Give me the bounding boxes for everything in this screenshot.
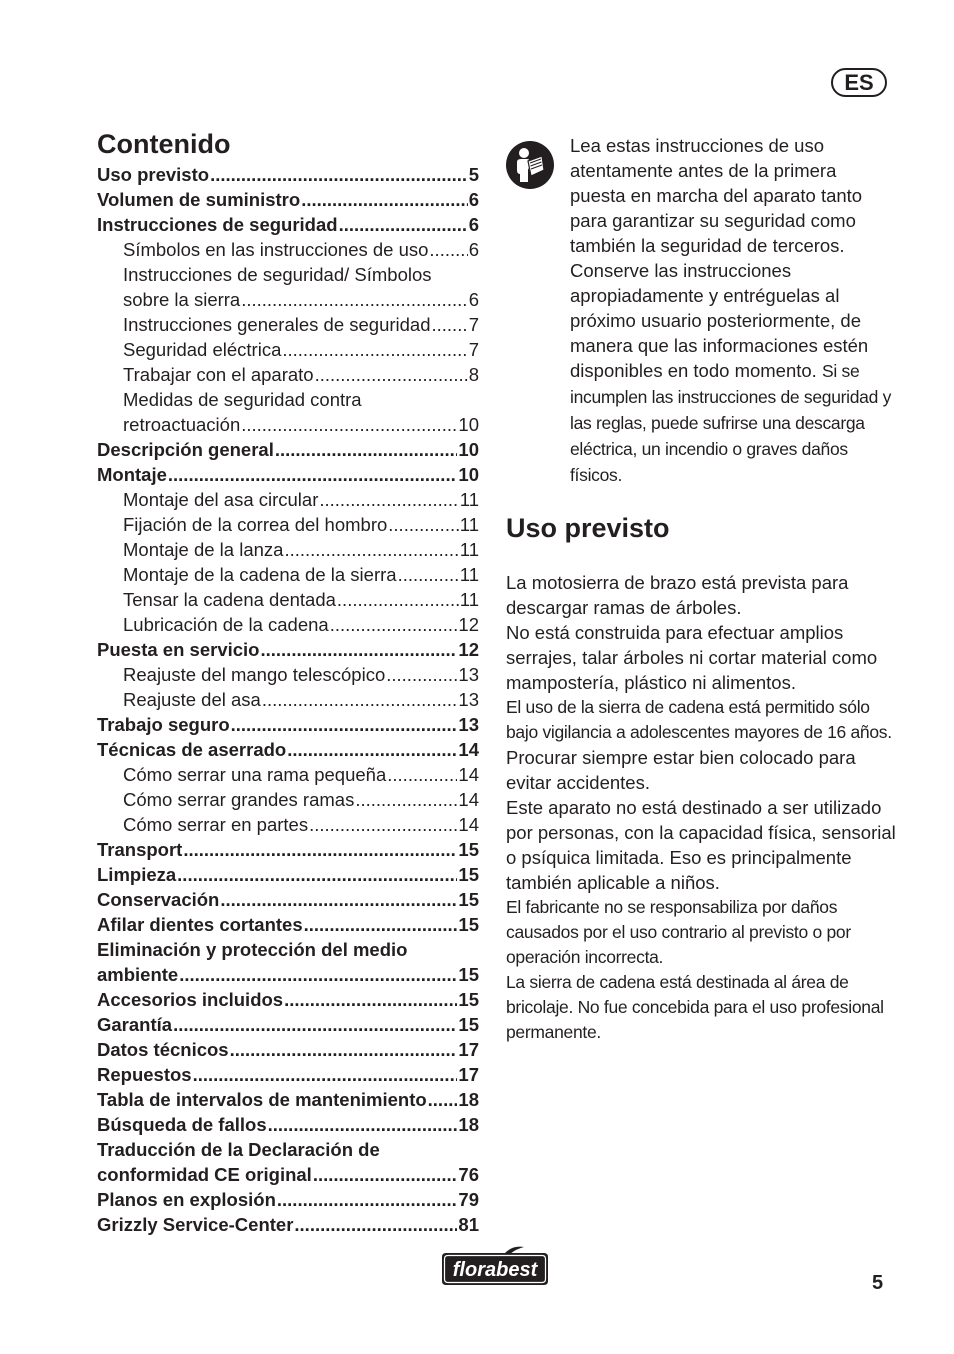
toc-entry <box>97 1162 479 1187</box>
toc-entry-page: 7 <box>468 314 479 335</box>
toc-entry <box>97 212 479 237</box>
toc-leader-dots <box>177 862 457 887</box>
toc-leader-dots <box>432 312 468 337</box>
toc-entry-page: 14 <box>458 739 479 760</box>
toc-leader-dots <box>386 662 457 687</box>
toc-entry-page: 6 <box>468 239 479 260</box>
toc-entry-title: conformidad CE original <box>97 1164 312 1185</box>
toc-entry <box>97 887 479 912</box>
intro-text <box>570 133 896 488</box>
toc-leader-dots <box>339 212 468 237</box>
toc-entry-title: Medidas de seguridad contra <box>123 389 362 410</box>
intro-warning-text: Si se incumplen las instrucciones de seguridad y las reglas, puede sufrirse una descarga eléctrica, un incendio o graves daños físicos. <box>570 361 892 485</box>
toc-entry-title: Búsqueda de fallos <box>97 1114 267 1135</box>
toc-entry-title: Montaje de la lanza <box>123 539 284 560</box>
toc-entry <box>97 737 479 762</box>
toc-entry <box>97 812 479 837</box>
toc-entry-page: 12 <box>458 639 479 660</box>
toc-entry-title: Conservación <box>97 889 220 910</box>
toc-entry-page: 15 <box>458 864 479 885</box>
toc-entry <box>97 237 479 262</box>
toc-entry-title: Trabajar con el aparato <box>123 364 314 385</box>
body-paragraph: El uso de la sierra de cadena está permitido sólo bajo vigilancia a adolescentes mayores de 16 años. <box>506 697 892 742</box>
toc-entry-page: 10 <box>458 414 479 435</box>
toc-leader-dots <box>315 362 468 387</box>
toc-entry <box>97 637 479 662</box>
toc-leader-dots <box>241 287 467 312</box>
toc-entry-title: Uso previsto <box>97 164 210 185</box>
toc-entry-title: Símbolos en las instrucciones de uso <box>123 239 429 260</box>
toc-entry-title: Técnicas de aserrado <box>97 739 287 760</box>
toc-entry-title: Descripción general <box>97 439 274 460</box>
toc-leader-dots <box>260 637 457 662</box>
toc-title: Contenido <box>97 129 231 159</box>
toc-entry <box>97 312 479 337</box>
toc-leader-dots <box>429 237 467 262</box>
toc-entry-title: Datos técnicos <box>97 1039 229 1060</box>
toc-entry-title: Montaje <box>97 464 167 485</box>
toc-entry-page: 10 <box>458 439 479 460</box>
toc-leader-dots <box>309 812 457 837</box>
toc-entry <box>97 462 479 487</box>
toc-entry-page: 81 <box>458 1214 479 1235</box>
toc-entry-title: Limpieza <box>97 864 177 885</box>
toc-entry-page: 12 <box>458 614 479 635</box>
toc-entry-title: Instrucciones de seguridad/ Símbolos <box>123 264 432 285</box>
toc-entry-title: Lubricación de la cadena <box>123 614 329 635</box>
toc-list <box>97 162 479 1237</box>
toc-leader-dots <box>337 587 459 612</box>
toc-entry <box>97 562 479 587</box>
toc-entry-title: Volumen de suministro <box>97 189 301 210</box>
toc-entry <box>97 187 479 212</box>
toc-leader-dots <box>168 462 458 487</box>
toc-entry-page: 10 <box>458 464 479 485</box>
toc-leader-dots <box>319 487 458 512</box>
toc-leader-dots <box>277 1187 458 1212</box>
toc-entry-title: Eliminación y protección del medio <box>97 939 408 960</box>
toc-entry-page: 6 <box>468 289 479 310</box>
section-title-uso-previsto: Uso previsto <box>506 513 670 543</box>
toc-leader-dots <box>301 187 468 212</box>
body-paragraph: Este aparato no está destinado a ser utilizado por personas, con la capacidad física, sensorial o psíquica limitada. Eso es principalmente también aplicable a niños. <box>506 797 896 893</box>
toc-entry <box>97 762 479 787</box>
toc-entry-page: 15 <box>458 1014 479 1035</box>
toc-leader-dots <box>387 762 457 787</box>
toc-entry-page: 76 <box>458 1164 479 1185</box>
body-paragraph: La sierra de cadena está destinada al área de bricolaje. No fue concebida para el uso profesional permanente. <box>506 972 884 1042</box>
toc-leader-dots <box>173 1012 457 1037</box>
toc-entry-title: Repuestos <box>97 1064 192 1085</box>
toc-entry <box>97 662 479 687</box>
toc-entry-title: Cómo serrar en partes <box>123 814 309 835</box>
toc-leader-dots <box>294 1212 457 1237</box>
toc-entry-page: 79 <box>458 1189 479 1210</box>
toc-entry <box>97 912 479 937</box>
toc-entry-title: Garantía <box>97 1014 173 1035</box>
toc-leader-dots <box>262 687 458 712</box>
toc-entry-page: 15 <box>458 914 479 935</box>
body-paragraph: El fabricante no se responsabiliza por daños causados por el uso contrario al previsto o por operación incorrecta. <box>506 897 851 967</box>
toc-entry-title: Planos en explosión <box>97 1189 276 1210</box>
toc-entry-title: Transport <box>97 839 183 860</box>
toc-entry <box>97 287 479 312</box>
page-number: 5 <box>872 1272 884 1294</box>
florabest-logo <box>438 1245 551 1287</box>
toc-entry-page: 5 <box>468 164 479 185</box>
toc-entry <box>97 837 479 862</box>
toc-leader-dots <box>428 1087 458 1112</box>
toc-entry-title: Instrucciones generales de seguridad <box>123 314 431 335</box>
toc-entry-page: 13 <box>458 689 479 710</box>
toc-leader-dots <box>284 537 458 562</box>
logo-text: florabest <box>452 1259 538 1281</box>
toc-entry <box>97 1112 479 1137</box>
toc-entry-title: Reajuste del mango telescópico <box>123 664 386 685</box>
toc-entry-title: Tabla de intervalos de mantenimiento <box>97 1089 427 1110</box>
toc-entry <box>97 512 479 537</box>
toc-leader-dots <box>398 562 459 587</box>
toc-entry-page: 15 <box>458 839 479 860</box>
toc-leader-dots <box>355 787 457 812</box>
toc-entry <box>97 337 479 362</box>
toc-leader-dots <box>313 1162 458 1187</box>
read-manual-icon <box>506 141 554 189</box>
toc-leader-dots <box>179 962 457 987</box>
toc-leader-dots <box>287 737 457 762</box>
toc-entry-title: sobre la sierra <box>123 289 241 310</box>
toc-entry-page: 15 <box>458 889 479 910</box>
toc-entry <box>97 387 479 412</box>
toc-entry-title: Seguridad eléctrica <box>123 339 282 360</box>
body-paragraph: No está construida para efectuar amplios serrajes, talar árboles ni cortar material como mampostería, plástico ni alimentos. <box>506 622 878 693</box>
toc-entry <box>97 612 479 637</box>
toc-leader-dots <box>388 512 459 537</box>
toc-leader-dots <box>330 612 458 637</box>
toc-entry-page: 6 <box>468 189 479 210</box>
toc-leader-dots <box>241 412 457 437</box>
toc-entry-page: 17 <box>458 1064 479 1085</box>
toc-entry <box>97 412 479 437</box>
toc-entry <box>97 937 479 962</box>
toc-entry <box>97 437 479 462</box>
toc-entry-title: Puesta en servicio <box>97 639 260 660</box>
language-badge: ES <box>831 68 887 97</box>
toc-entry <box>97 1087 479 1112</box>
toc-entry-title: Traducción de la Declaración de <box>97 1139 380 1160</box>
toc-entry <box>97 487 479 512</box>
toc-entry-page: 15 <box>458 989 479 1010</box>
toc-entry-page: 11 <box>459 539 479 560</box>
body-paragraph: La motosierra de brazo está prevista para descargar ramas de árboles. <box>506 572 849 618</box>
toc-entry-title: Montaje de la cadena de la sierra <box>123 564 397 585</box>
toc-entry-page: 14 <box>458 789 479 810</box>
toc-entry-page: 11 <box>459 589 479 610</box>
toc-entry <box>97 537 479 562</box>
toc-entry-page: 11 <box>459 489 479 510</box>
toc-entry-page: 15 <box>458 964 479 985</box>
toc-entry <box>97 687 479 712</box>
toc-entry-page: 6 <box>468 214 479 235</box>
body-paragraph: Procurar siempre estar bien colocado para evitar accidentes. <box>506 747 856 793</box>
toc-entry-title: Cómo serrar una rama pequeña <box>123 764 387 785</box>
toc-leader-dots <box>304 912 458 937</box>
toc-entry-title: Accesorios incluidos <box>97 989 284 1010</box>
toc-leader-dots <box>231 712 458 737</box>
table-of-contents <box>97 128 479 1237</box>
toc-entry-page: 13 <box>458 664 479 685</box>
toc-leader-dots <box>230 1037 458 1062</box>
toc-entry-title: Montaje del asa circular <box>123 489 319 510</box>
toc-entry-page: 17 <box>458 1039 479 1060</box>
right-column <box>506 133 896 1045</box>
toc-leader-dots <box>210 162 468 187</box>
toc-entry-title: Tensar la cadena dentada <box>123 589 336 610</box>
toc-leader-dots <box>193 1062 458 1087</box>
toc-entry <box>97 262 479 287</box>
toc-entry-page: 11 <box>459 564 479 585</box>
toc-entry <box>97 587 479 612</box>
toc-entry-title: ambiente <box>97 964 179 985</box>
toc-entry <box>97 987 479 1012</box>
toc-leader-dots <box>275 437 458 462</box>
toc-entry-page: 8 <box>468 364 479 385</box>
toc-entry-page: 14 <box>458 814 479 835</box>
toc-entry <box>97 787 479 812</box>
toc-entry <box>97 712 479 737</box>
toc-entry-title: retroactuación <box>123 414 241 435</box>
toc-entry-title: Fijación de la correa del hombro <box>123 514 388 535</box>
toc-entry <box>97 1012 479 1037</box>
toc-leader-dots <box>268 1112 458 1137</box>
toc-entry-page: 14 <box>458 764 479 785</box>
toc-entry <box>97 1137 479 1162</box>
toc-entry <box>97 1187 479 1212</box>
toc-entry-title: Trabajo seguro <box>97 714 230 735</box>
toc-entry <box>97 1212 479 1237</box>
toc-entry-title: Grizzly Service-Center <box>97 1214 294 1235</box>
uso-previsto-body <box>506 570 896 1045</box>
toc-entry-page: 7 <box>468 339 479 360</box>
toc-entry <box>97 862 479 887</box>
toc-entry-page: 11 <box>459 514 479 535</box>
toc-entry <box>97 1037 479 1062</box>
toc-entry-title: Reajuste del asa <box>123 689 261 710</box>
toc-entry-page: 13 <box>458 714 479 735</box>
toc-entry <box>97 162 479 187</box>
toc-entry <box>97 1062 479 1087</box>
toc-leader-dots <box>284 987 457 1012</box>
toc-entry <box>97 962 479 987</box>
toc-entry <box>97 362 479 387</box>
toc-entry-title: Afilar dientes cortantes <box>97 914 303 935</box>
toc-entry-title: Cómo serrar grandes ramas <box>123 789 355 810</box>
toc-entry-page: 18 <box>458 1089 479 1110</box>
toc-entry-page: 18 <box>458 1114 479 1135</box>
toc-entry-title: Instrucciones de seguridad <box>97 214 338 235</box>
toc-leader-dots <box>183 837 457 862</box>
intro-main-text: Lea estas instrucciones de uso atentamente antes de la primera puesta en marcha del aparato tanto para garantizar su seguridad como también la seguridad de terceros. Conserve las instrucciones apropiadamente y entréguelas al próximo usuario posteriormente, de manera que las informaciones estén disponibles en todo momento. <box>570 135 869 381</box>
toc-leader-dots <box>220 887 457 912</box>
toc-leader-dots <box>282 337 467 362</box>
